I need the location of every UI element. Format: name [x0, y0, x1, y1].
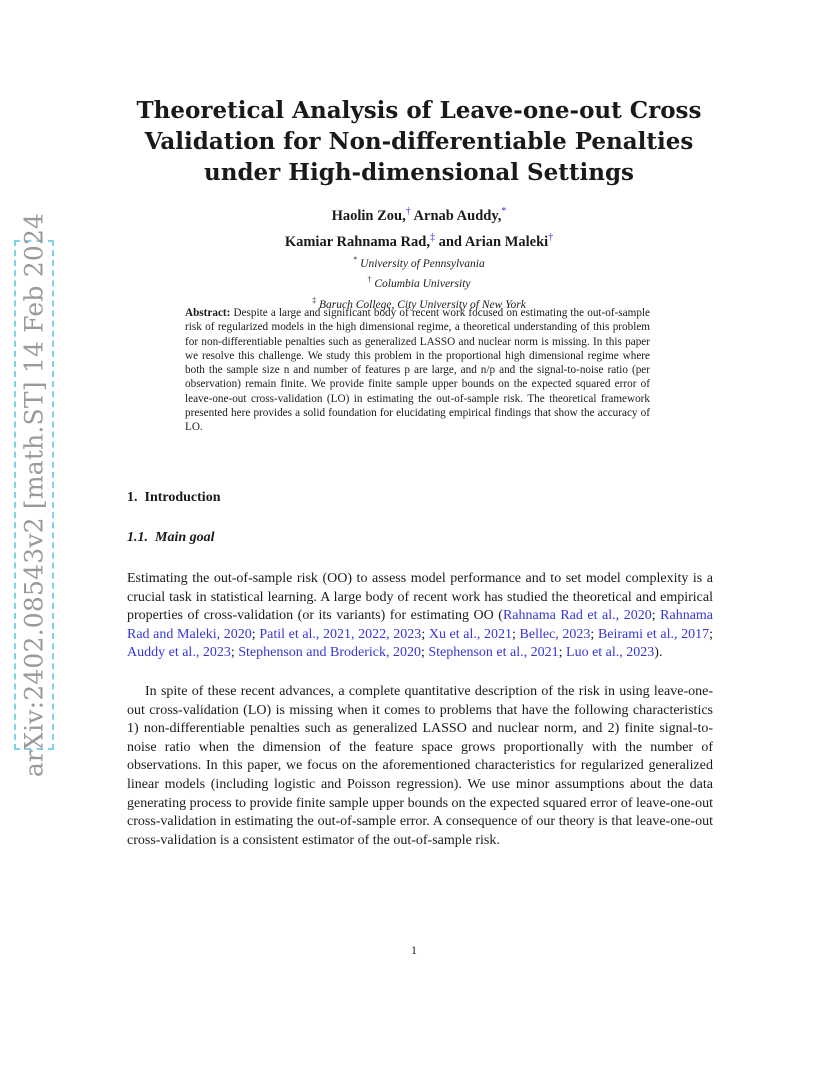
citation-link[interactable]: Luo et al., 2023 [566, 645, 655, 661]
paragraph-end: ). [654, 645, 663, 661]
author-name: Haolin Zou, [331, 207, 406, 224]
citation-link[interactable]: Auddy et al., 2023 [127, 645, 231, 661]
section-title: Introduction [144, 490, 221, 505]
affiliation-name: Columbia University [374, 278, 471, 291]
paragraph: Estimating the out-of-sample risk (OO) to assess model performance and to set model complexity is a crucial task in statistical learning. A large body of recent work has studied the theoretical and empirical properties of cross-validation (or its variants) for estimating OO (Rahnama Rad et al., 2020; Rahnama Rad and Maleki, 2020; Patil et al., 2021, 2022, 2023; Xu et al., 2021; Bellec, 2023; Beirami et al., 2017; Auddy et al., 2023; Stephenson and Broderick, 2020; Stephenson et al., 2021; Luo et al., 2023). [127, 571, 714, 661]
citation-separator: ; [590, 626, 598, 642]
paragraph: In spite of these recent advances, a complete quantitative description of the risk in using leave-one-out cross-validation (LO) is missing when it comes to problems that have the following characteristics 1) non-differentiable penalties such as generalized LASSO and nuclear norm, and 2) finite signal-to-noise ratio when the dimension of the feature space grows proportionally with the number of observations. In this paper, we focus on the aforementioned characteristics for regularized generalized linear models (including logistic and Poisson regression). We use minor assumptions about the data generating process to provide finite sample upper bounds on the expected squared error of leave-one-out cross-validation in estimating the out-of-sample error. A consequence of our theory is that leave-one-out cross-validation is a consistent estimator of the out-of-sample risk. [127, 684, 713, 848]
arxiv-identifier[interactable]: arXiv:2402.08543v2 [math.ST] 14 Feb 2024 [19, 212, 49, 778]
citation-link[interactable]: Stephenson and Broderick, 2020 [238, 645, 421, 661]
citation-link[interactable]: Stephenson et al., 2021 [428, 645, 559, 661]
page-number: 1 [411, 943, 417, 957]
citation-separator: ; [558, 645, 567, 661]
citation-link[interactable]: Rahnama Rad and Maleki, 2020 [127, 608, 714, 642]
affiliation-symbol: * [353, 255, 358, 264]
author-conjunction: and [438, 233, 462, 250]
citation-separator: ; [230, 645, 239, 661]
affiliation-mark[interactable]: ‡ [429, 231, 435, 243]
section-heading [127, 490, 220, 506]
affiliation-name: Baruch College, City University of New York [318, 298, 526, 311]
citation-link[interactable]: Beirami et al., 2017 [597, 626, 710, 642]
author-line-2 [120, 227, 718, 253]
affiliation-name: University of Pennsylvania [360, 257, 485, 270]
citation-separator: ; [512, 626, 520, 642]
section-number: 1. [127, 490, 138, 505]
affiliation-mark[interactable]: † [405, 206, 411, 217]
citation-separator: ; [421, 626, 429, 642]
abstract [185, 306, 650, 435]
abstract-label: Abstract: [185, 307, 231, 319]
subsection-number: 1.1. [127, 530, 148, 545]
citation-link[interactable]: Rahnama Rad et al., 2020 [502, 608, 652, 624]
affiliation-mark[interactable]: † [548, 231, 554, 243]
affiliation [120, 272, 718, 292]
author-name: Arnab Auddy, [413, 207, 502, 224]
affiliation-mark[interactable]: * [501, 206, 507, 217]
paragraph-text: Estimating the out-of-sample risk (OO) to assess model performance and to set model complexity is a crucial task in statistical learning. A large body of recent work has studied the theoretical and empirical properties of cross-validation (or its variants) for estimating OO [127, 571, 713, 624]
citation-separator: ; [420, 645, 429, 661]
abstract-text: Despite a large and significant body of recent work focused on estimating the out-of-sample risk of regularized models in the high dimensional regime, a theoretical understanding of this problem for non-differentiable penalties such as generalized LASSO and nuclear norm is missing. In this paper we resolve this challenge. We study this problem in the proportional high dimensional regime where both the sample size n and number of features p are large, and n/p and the signal-to-noise ratio (per observation) remain finite. We provide finite sample upper bounds on the expected squared error of leave-one-out cross-validation (LO) in estimating the out-of-sample risk. The theoretical framework presented here provides a solid foundation for elucidating empirical findings that show the accuracy of LO. [185, 307, 650, 434]
citation-link[interactable]: Bellec, 2023 [519, 626, 591, 642]
author-list [120, 201, 718, 253]
citation-separator: ; [709, 626, 713, 642]
affiliation-symbol: ‡ [312, 295, 317, 305]
arxiv-stamp[interactable] [14, 212, 54, 778]
author-name: Arian Maleki [464, 233, 549, 250]
citation-separator: ; [651, 608, 661, 624]
affiliation-symbol: † [367, 275, 372, 285]
citation-link[interactable]: Xu et al., 2021 [428, 626, 513, 642]
author-line-1 [120, 201, 718, 227]
citation-separator: ; [251, 626, 260, 642]
citation-link[interactable]: Patil et al., 2021, 2022, 2023 [259, 626, 422, 642]
subsection-heading [127, 530, 215, 546]
affiliations [120, 252, 718, 313]
paper-title: Theoretical Analysis of Leave-one-out Cross Validation for Non-differentiable Penalties under High-dimensional Settings [136, 97, 702, 186]
affiliation [120, 252, 718, 272]
subsection-title: Main goal [155, 530, 215, 545]
author-name: Kamiar Rahnama Rad, [284, 233, 430, 250]
